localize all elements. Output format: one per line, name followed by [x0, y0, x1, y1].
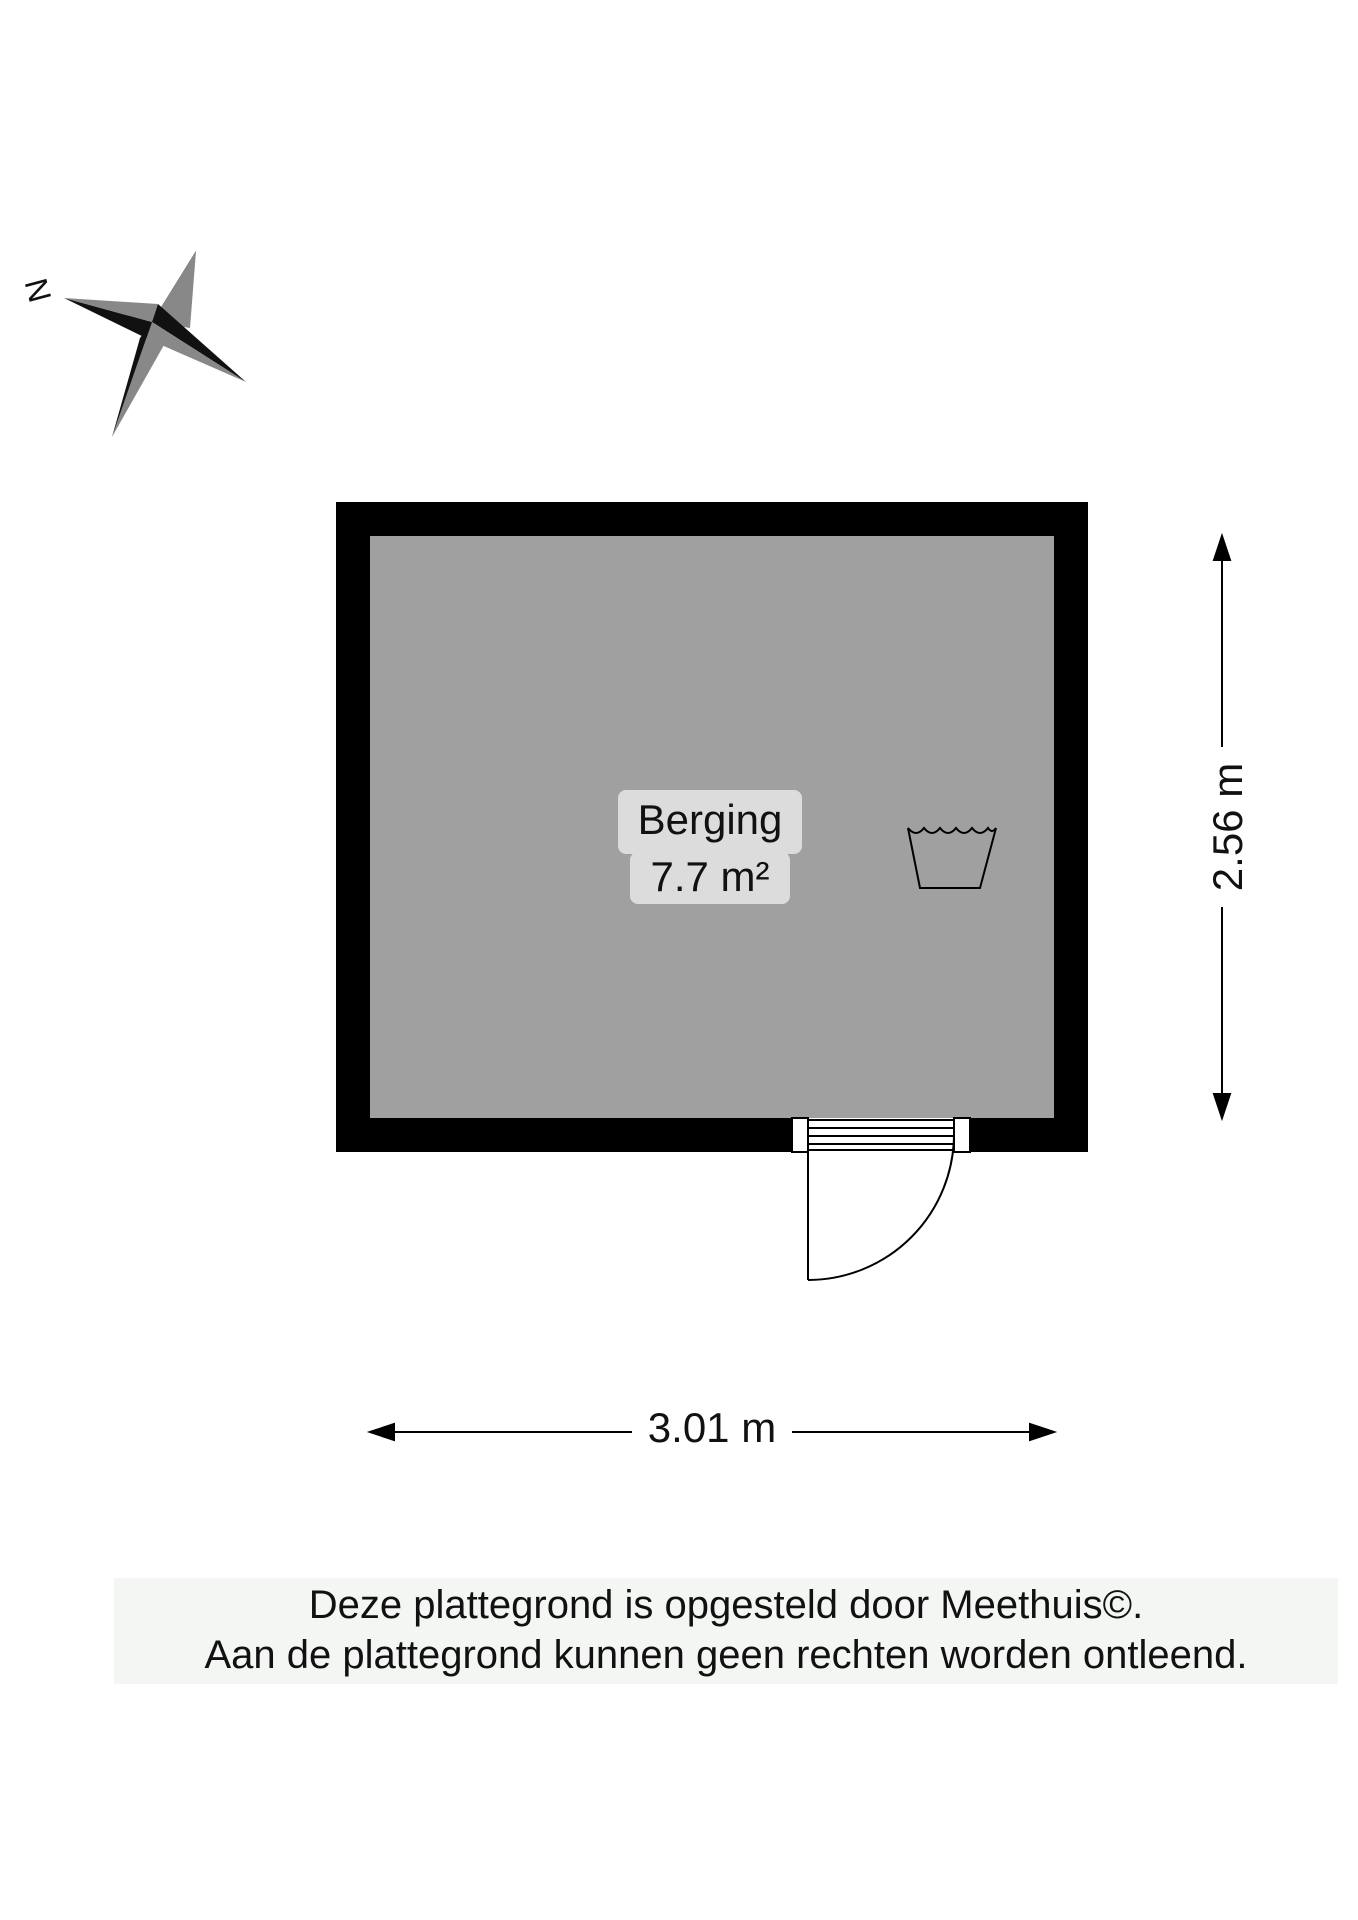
compass-north-label: N [17, 274, 59, 307]
disclaimer [114, 1578, 1338, 1684]
width-dimension-label: 3.01 m [632, 1404, 792, 1452]
room-label [600, 790, 820, 904]
room-name: Berging [618, 790, 803, 854]
disclaimer-line-1: Deze plattegrond is opgesteld door Meethuis©. [308, 1583, 1144, 1627]
compass-rose-icon [64, 251, 246, 437]
disclaimer-line-2: Aan de plattegrond kunnen geen rechten worden ontleend. [204, 1633, 1248, 1677]
height-dimension-label: 2.56 m [1203, 747, 1253, 907]
door-swing [808, 1134, 954, 1280]
room-area: 7.7 m² [630, 852, 789, 904]
